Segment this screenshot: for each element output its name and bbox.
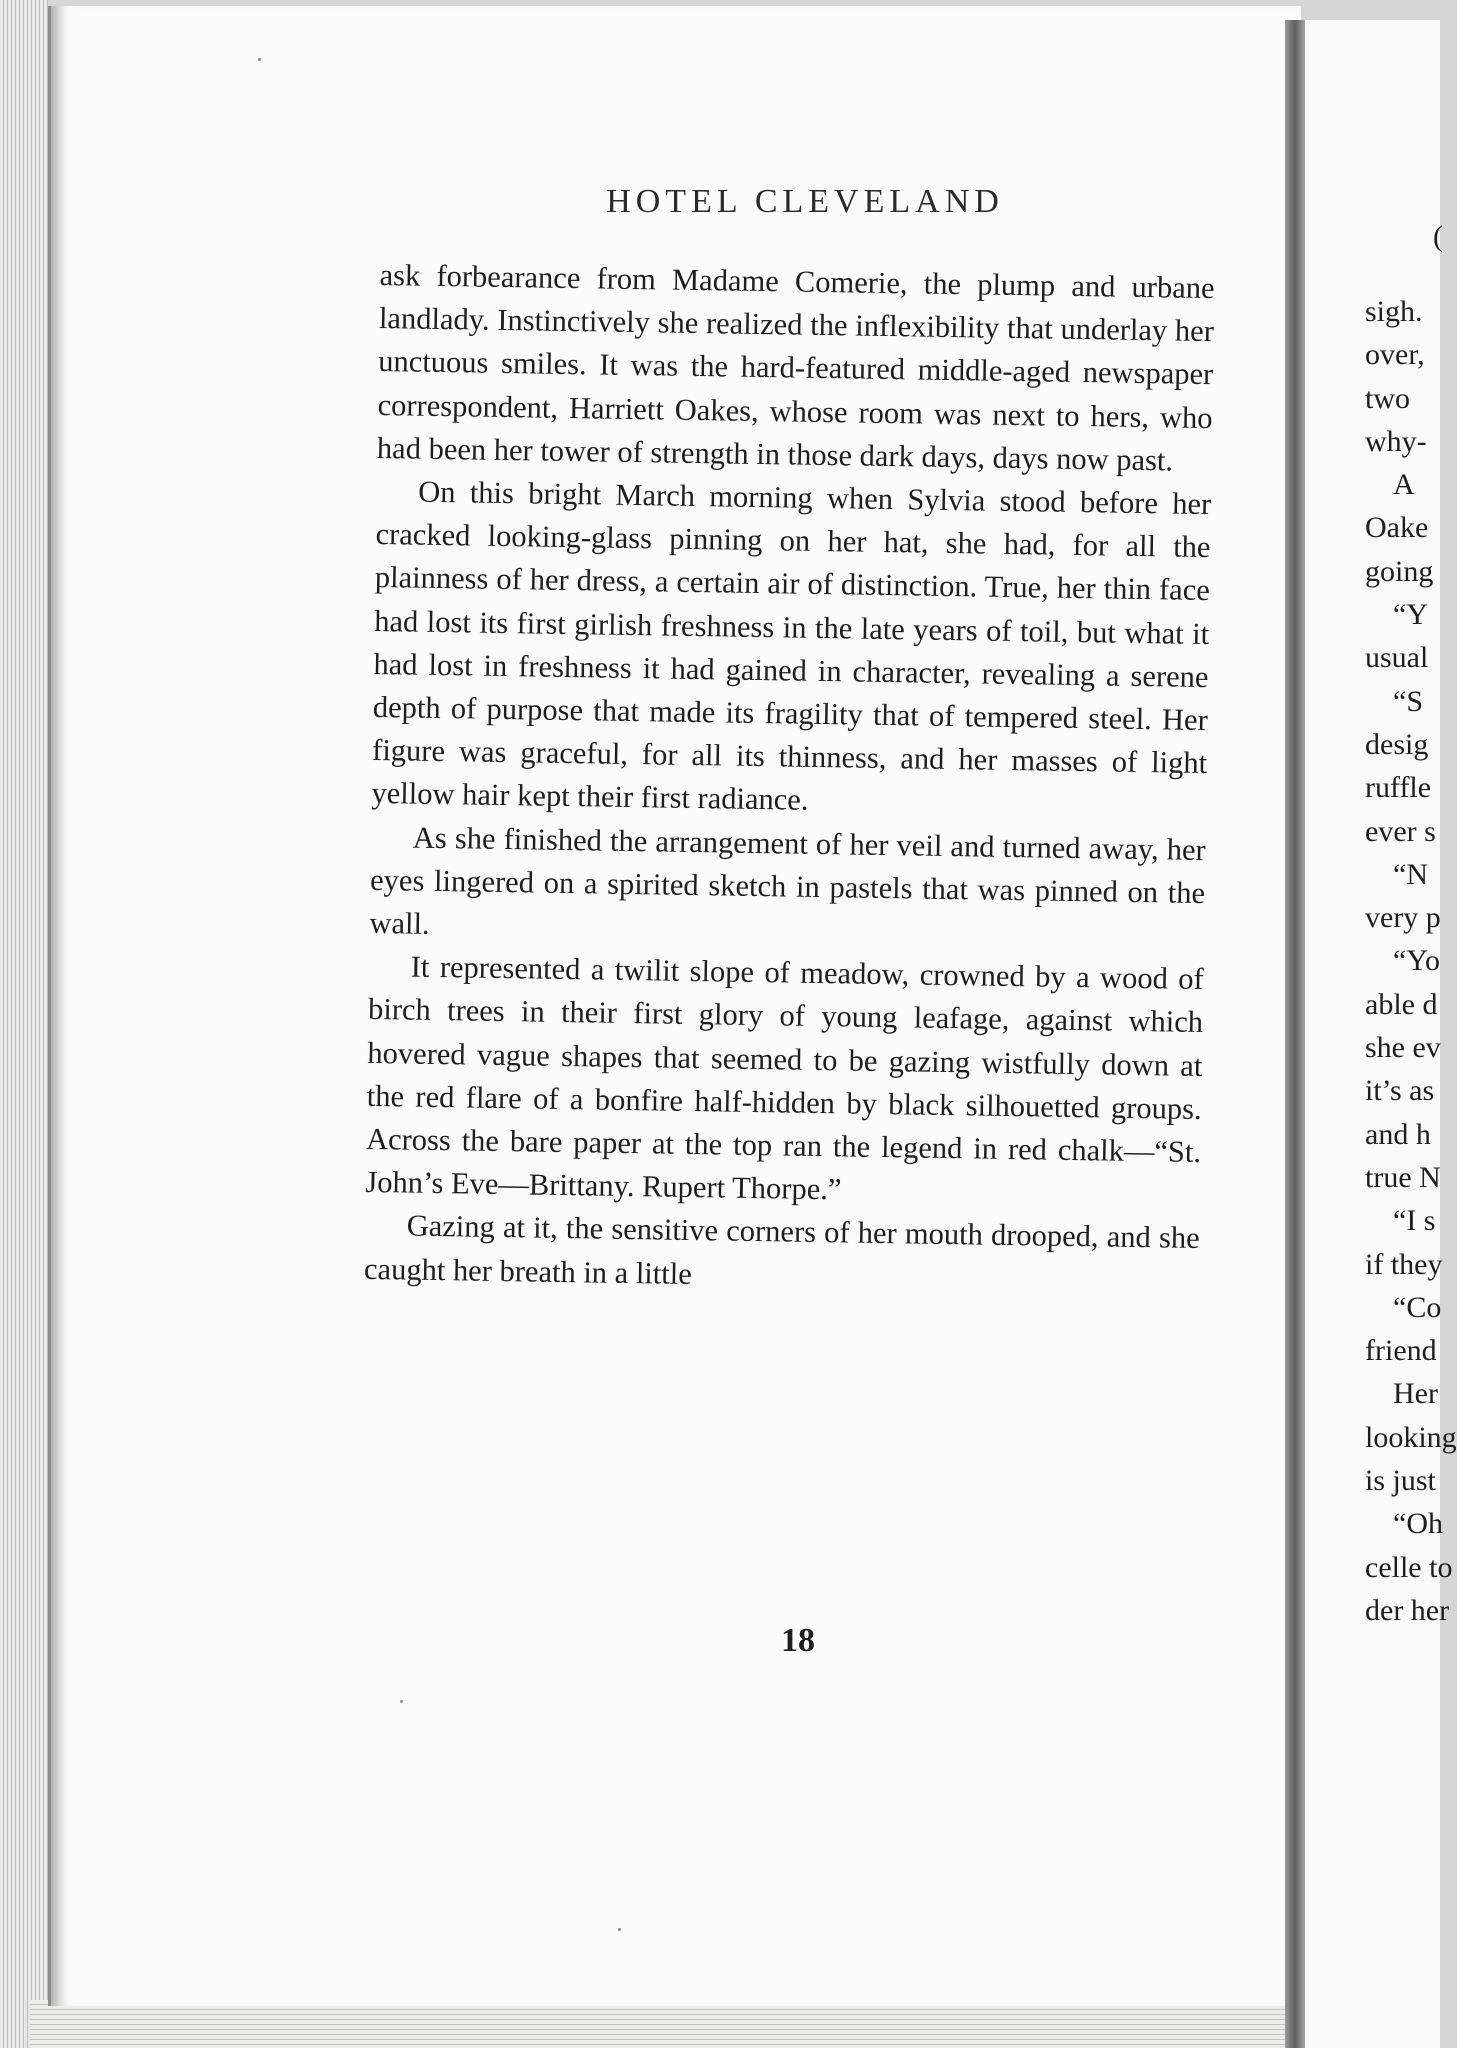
right-page-line: A xyxy=(1393,468,1415,502)
right-page-line: is just xyxy=(1365,1464,1436,1498)
right-page-line: going xyxy=(1365,554,1434,588)
right-page-line: “Y xyxy=(1393,598,1428,632)
paper-speck xyxy=(618,1928,621,1931)
paragraph-4: It represented a twilit slope of meadow, crowned by a wood of birch trees in their first glory of young leafage, against which hovered vague shapes that seemed to be gazing wistfully down at the red flare of a bonfire half-hidden by black silhouetted groups. Across the bare paper at the top ran the legend in red chalk—“St. John’s Eve—Brittany. Rupert Thorpe.” xyxy=(365,949,1204,1207)
right-page-line: able d xyxy=(1365,987,1438,1021)
right-page-line: if they xyxy=(1365,1247,1443,1281)
right-page-line: usual xyxy=(1365,641,1429,675)
right-page-line: ruffle xyxy=(1365,771,1432,805)
paragraph-5: Gazing at it, the sensitive corners of her mouth drooped, and she caught her breath in a little xyxy=(363,1209,1200,1291)
page-number: 18 xyxy=(781,1622,815,1659)
right-page-corner-mark: ( xyxy=(1433,220,1443,253)
right-page-line: sigh. xyxy=(1365,295,1423,328)
paragraph-2: On this bright March morning when Sylvia stood before her cracked looking-glass pinning on her hat, she had, for all the plainness of her dress, a certain air of distinction. True, her thin face had lost its first girlish freshness in the late years of toil, but what it had lost in freshness it had gained in character, revealing a serene depth of purpose that made its fragility that of tempered steel. Her figure was graceful, for all its thinness, and her masses of light yellow hair kept their first radiance. xyxy=(371,474,1212,818)
right-page-line: it’s as xyxy=(1365,1074,1435,1108)
right-page-line: two xyxy=(1365,381,1410,415)
right-page-line: friend xyxy=(1365,1334,1437,1368)
right-page-line: Oake xyxy=(1365,511,1429,545)
right-page-line: she ev xyxy=(1365,1031,1441,1065)
right-page-line: desig xyxy=(1365,727,1429,761)
right-page-line: “S xyxy=(1393,684,1423,718)
right-page-line: looking xyxy=(1365,1420,1457,1454)
paragraph-3: As she finished the arrangement of her veil and turned away, her eyes lingered on a spirited sketch in pastels that was pinned on the wall. xyxy=(369,820,1207,941)
paper-speck xyxy=(258,58,261,61)
book-gutter xyxy=(1285,20,1305,2048)
right-page-line: true N xyxy=(1365,1160,1441,1194)
paper-speck xyxy=(400,1700,403,1703)
body-text xyxy=(364,254,1215,1304)
right-page-line: ever s xyxy=(1365,814,1436,848)
right-page-line: “I s xyxy=(1393,1204,1436,1238)
right-page-line: Her xyxy=(1393,1377,1438,1411)
page-edges-bottom xyxy=(30,2000,1298,2048)
paragraph-1: ask forbearance from Madame Comerie, the plump and urbane landlady. Instinctively she realized the inflexibility that underlay her unctuous smiles. It was the hard-featured middle-aged newspaper correspondent, Harriett Oakes, whose room was next to hers, who had been her tower of strength in those dark days, days now past. xyxy=(376,257,1215,478)
right-page-line: der her xyxy=(1365,1593,1450,1627)
right-page-line: “N xyxy=(1393,857,1428,891)
right-page-line: celle to xyxy=(1365,1550,1453,1584)
right-page xyxy=(1305,20,1457,2048)
right-page-line: “Yo xyxy=(1393,944,1440,978)
page-edges-left xyxy=(0,0,48,2048)
right-page-line: why- xyxy=(1365,424,1427,458)
right-page-line: “Oh xyxy=(1393,1507,1443,1541)
running-head: HOTEL CLEVELAND xyxy=(606,183,1004,220)
right-page-lines xyxy=(1365,290,1457,1632)
right-page-line: and h xyxy=(1365,1117,1431,1151)
right-page-line: over, xyxy=(1365,338,1425,372)
right-page-line: very p xyxy=(1365,901,1441,935)
right-page-line: “Co xyxy=(1393,1290,1442,1324)
